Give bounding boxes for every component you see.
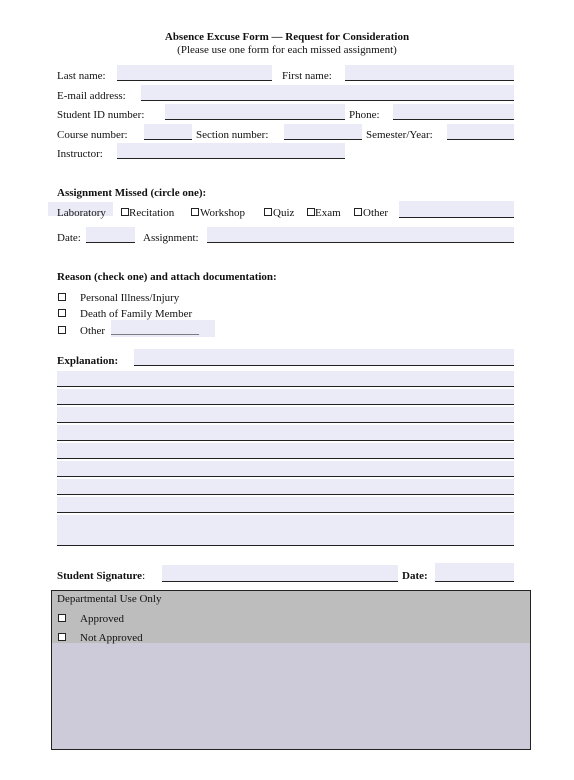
course-number-input[interactable] [144,124,192,140]
departmental-use-box [51,590,531,750]
explanation-line[interactable] [57,371,514,387]
approved-label: Approved [80,613,124,625]
explanation-label: Explanation: [57,355,119,367]
approved-checkbox[interactable] [58,614,66,622]
section-number-input[interactable] [284,124,362,140]
section-number-label: Section number: [196,129,269,141]
assignment-name-input[interactable] [207,227,514,243]
explanation-line[interactable] [57,407,514,423]
last-name-label: Last name: [57,70,106,82]
reason-option-illness: Personal Illness/Injury [80,292,180,304]
not-approved-checkbox[interactable] [58,633,66,641]
signature-date-label: Date: [402,570,428,582]
signature-input[interactable] [162,565,398,582]
reason-option-other: Other [80,325,106,337]
signature-colon: : [142,570,146,582]
phone-label: Phone: [349,109,380,121]
course-number-label: Course number: [57,129,128,141]
signature-label-wrap [57,570,145,583]
explanation-line[interactable] [57,443,514,459]
instructor-label: Instructor: [57,148,103,160]
quiz-checkbox[interactable] [264,208,272,216]
assignment-option-laboratory[interactable]: Laboratory [57,207,106,219]
reason-heading: Reason (check one) and attach documentation: [57,271,277,283]
assignment-option-workshop[interactable]: Workshop [200,207,245,219]
reason-other-blank: ________________ [111,324,199,336]
death-checkbox[interactable] [58,309,66,317]
explanation-line[interactable] [57,530,514,546]
other-assignment-checkbox[interactable] [354,208,362,216]
assignment-name-label: Assignment: [143,232,199,244]
assignment-option-recitation[interactable]: Recitation [129,207,175,219]
assignment-heading: Assignment Missed (circle one): [57,187,207,199]
assignment-date-label: Date: [57,232,81,244]
semester-year-input[interactable] [447,124,514,140]
assignment-other-input[interactable] [399,201,514,218]
signature-label: Student Signature [57,570,143,582]
departmental-heading: Departmental Use Only [57,593,162,605]
student-id-label: Student ID number: [57,109,145,121]
reason-other-checkbox[interactable] [58,326,66,334]
illness-checkbox[interactable] [58,293,66,301]
explanation-line[interactable] [57,479,514,495]
explanation-line[interactable] [57,461,514,477]
last-name-input[interactable] [117,65,272,81]
recitation-checkbox[interactable] [121,208,129,216]
first-name-label: First name: [282,70,332,82]
explanation-line[interactable] [57,389,514,405]
exam-checkbox[interactable] [307,208,315,216]
assignment-date-input[interactable] [86,227,135,243]
explanation-input-first-line[interactable] [134,349,514,366]
explanation-line[interactable] [57,497,514,513]
email-label: E-mail address: [57,90,126,102]
first-name-input[interactable] [345,65,514,81]
email-input[interactable] [141,85,514,101]
reason-option-death: Death of Family Member [80,308,193,320]
semester-year-label: Semester/Year: [366,129,433,141]
form-title: Absence Excuse Form — Request for Consideration [164,31,410,43]
signature-date-input[interactable] [435,563,514,582]
not-approved-label: Not Approved [80,632,143,644]
reason-other-input[interactable] [111,320,215,337]
explanation-line[interactable] [57,425,514,441]
student-id-input[interactable] [165,104,345,120]
assignment-option-exam[interactable]: Exam [315,207,341,219]
assignment-option-other[interactable]: Other [363,207,389,219]
workshop-checkbox[interactable] [191,208,199,216]
instructor-input[interactable] [117,143,345,159]
assignment-option-quiz[interactable]: Quiz [273,207,295,219]
phone-input[interactable] [393,104,514,120]
explanation-line[interactable] [57,515,514,531]
form-subtitle: (Please use one form for each missed assignment) [177,44,397,56]
